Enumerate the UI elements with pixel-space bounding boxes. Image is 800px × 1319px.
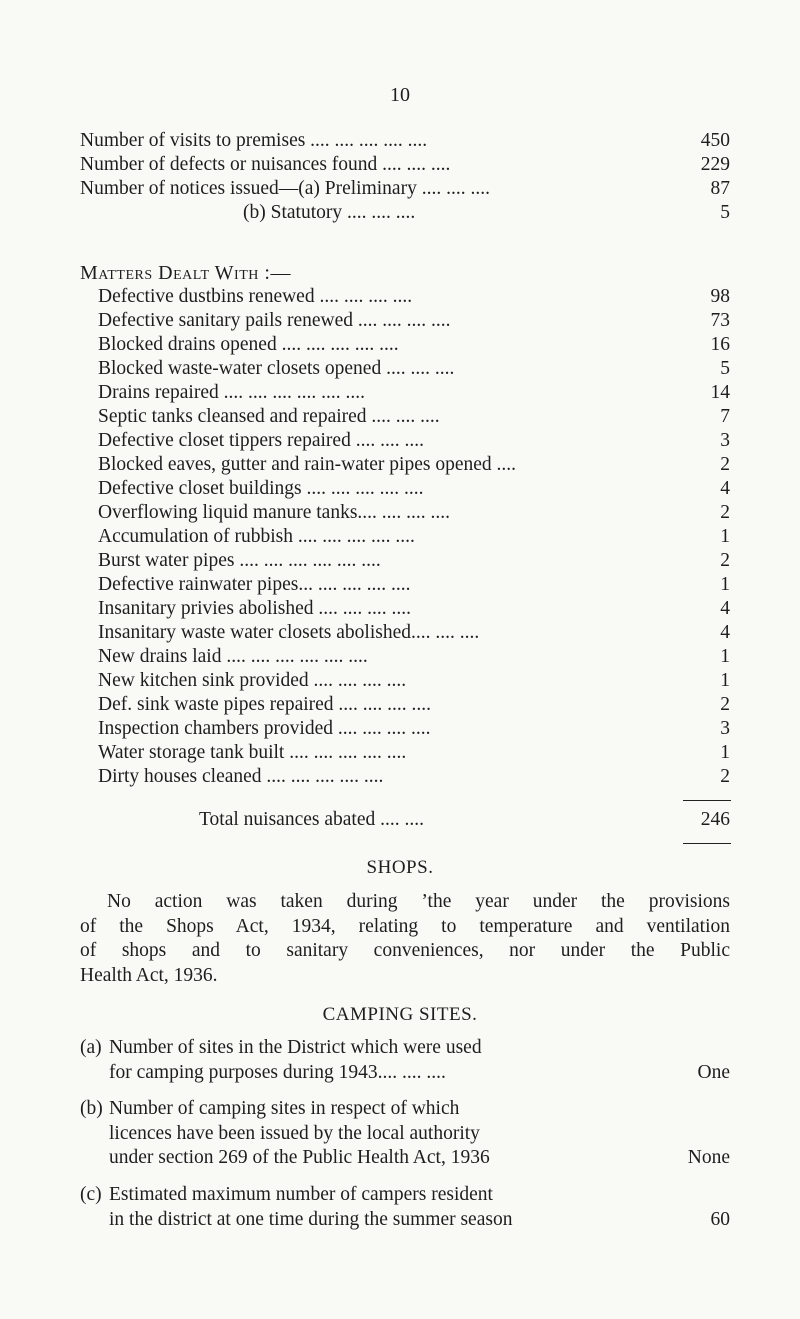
matter-label: Accumulation of rubbish .... .... .... .... .... (98, 526, 415, 547)
item-letter: (a) (80, 1037, 102, 1058)
page-number: 10 (390, 84, 410, 106)
matter-value: 98 (710, 286, 730, 307)
matter-value: 1 (720, 670, 730, 691)
matter-value: 3 (720, 430, 730, 451)
item-letter: (c) (80, 1184, 102, 1205)
matter-value: 2 (720, 550, 730, 571)
visits-row (0, 129, 800, 153)
matter-value: 4 (720, 622, 730, 643)
matter-value: 5 (720, 358, 730, 379)
matter-label: Insanitary privies abolished .... .... .... .... (98, 598, 412, 619)
matter-label: Defective sanitary pails renewed .... .... .... .... (98, 310, 451, 331)
total-label: Total nuisances abated .... .... (199, 809, 424, 830)
row-label: Number of notices issued—(a) Preliminary .... .... .... (80, 178, 490, 199)
matter-row (0, 405, 800, 429)
defects-row (0, 153, 800, 177)
camping-item-b (80, 1097, 730, 1172)
matter-row (0, 357, 800, 381)
matter-value: 14 (710, 382, 730, 403)
matter-label: Insanitary waste water closets abolished.... .... .... (98, 622, 480, 643)
paragraph-line: No action was taken during ’the year under the provisions (107, 891, 730, 912)
matter-value: 4 (720, 598, 730, 619)
matter-label: New drains laid .... .... .... .... .... .... (98, 646, 368, 667)
matter-row (0, 333, 800, 357)
row-value: 229 (700, 154, 730, 175)
matter-row (0, 501, 800, 525)
matter-label: Defective dustbins renewed .... .... .... .... (98, 286, 413, 307)
matter-label: Drains repaired .... .... .... .... .... .... (98, 382, 365, 403)
matter-label: Blocked drains opened .... .... .... .... .... (98, 334, 399, 355)
item-line: Number of camping sites in respect of which (109, 1098, 460, 1119)
matter-row (0, 525, 800, 549)
row-label: Number of visits to premises .... .... .... .... .... (80, 130, 428, 151)
matter-value: 1 (720, 646, 730, 667)
row-value: 450 (700, 130, 730, 151)
notices-preliminary-row (0, 177, 800, 201)
paragraph-line: of the Shops Act, 1934, relating to temperature and ventilation (80, 915, 730, 937)
shops-paragraph (80, 890, 730, 988)
matter-row (0, 621, 800, 645)
matter-label: Defective closet buildings .... .... .... .... .... (98, 478, 424, 499)
matter-row (0, 645, 800, 669)
matters-dealt-with-heading: Matters Dealt With :— (80, 262, 291, 284)
matter-row (0, 741, 800, 765)
item-answer: 60 (710, 1208, 730, 1230)
paragraph-line: Health Act, 1936. (80, 964, 218, 986)
matter-row (0, 477, 800, 501)
row-value: 5 (720, 202, 730, 223)
matter-value: 7 (720, 406, 730, 427)
matter-row (0, 429, 800, 453)
matter-label: Overflowing liquid manure tanks.... .... .... .... (98, 502, 451, 523)
row-value: 87 (710, 178, 730, 199)
matter-value: 3 (720, 718, 730, 739)
matter-value: 2 (720, 694, 730, 715)
matter-value: 2 (720, 766, 730, 787)
matter-row (0, 765, 800, 789)
paragraph-line: of shops and to sanitary conveniences, nor under the Public (80, 940, 730, 961)
total-rule-bottom (683, 843, 731, 844)
matter-label: Blocked eaves, gutter and rain-water pipes opened .... (98, 454, 517, 475)
camping-item-c (80, 1183, 730, 1233)
matter-value: 16 (710, 334, 730, 355)
item-letter: (b) (80, 1098, 103, 1119)
matter-label: Septic tanks cleansed and repaired .... .... .... (98, 406, 440, 427)
camping-sites-heading: CAMPING SITES. (322, 1004, 478, 1025)
matter-row (0, 597, 800, 621)
matter-row (0, 453, 800, 477)
matter-label: Water storage tank built .... .... .... .... .... (98, 742, 407, 763)
matter-row (0, 381, 800, 405)
total-rule-top (683, 800, 731, 801)
matter-row (0, 285, 800, 309)
shops-heading: SHOPS. (366, 857, 434, 878)
matter-row (0, 717, 800, 741)
camping-item-a (80, 1036, 730, 1086)
matter-value: 1 (720, 742, 730, 763)
item-line: for camping purposes during 1943.... .... .... (109, 1061, 446, 1083)
matter-row (0, 693, 800, 717)
matter-row (0, 669, 800, 693)
matter-value: 1 (720, 574, 730, 595)
matter-value: 2 (720, 502, 730, 523)
row-label: (b) Statutory .... .... .... (243, 202, 416, 223)
matter-label: Blocked waste-water closets opened .... .... .... (98, 358, 455, 379)
item-line: in the district at one time during the summer season (109, 1208, 513, 1230)
matter-value: 73 (710, 310, 730, 331)
matter-row (0, 309, 800, 333)
item-line: Number of sites in the District which were used (109, 1037, 482, 1058)
total-value: 246 (700, 809, 730, 830)
matter-label: Defective rainwater pipes... .... .... .... .... (98, 574, 411, 595)
matter-label: Def. sink waste pipes repaired .... .... .... .... (98, 694, 432, 715)
item-line: under section 269 of the Public Health Act, 1936 (109, 1147, 490, 1168)
matter-label: New kitchen sink provided .... .... .... .... (98, 670, 407, 691)
matter-value: 2 (720, 454, 730, 475)
item-answer: One (697, 1061, 730, 1083)
row-label: Number of defects or nuisances found .... .... .... (80, 154, 451, 175)
matter-value: 1 (720, 526, 730, 547)
matter-value: 4 (720, 478, 730, 499)
item-line: licences have been issued by the local authority (109, 1122, 480, 1144)
matter-row (0, 573, 800, 597)
matter-label: Defective closet tippers repaired .... .... .... (98, 430, 424, 451)
matter-row (0, 549, 800, 573)
matter-label: Burst water pipes .... .... .... .... .... .... (98, 550, 381, 571)
notices-statutory-row (0, 201, 800, 225)
matter-label: Inspection chambers provided .... .... .... .... (98, 718, 431, 739)
item-answer: None (687, 1147, 730, 1168)
matter-label: Dirty houses cleaned .... .... .... .... .... (98, 766, 384, 787)
total-row (0, 808, 800, 832)
item-line: Estimated maximum number of campers resident (109, 1184, 493, 1205)
